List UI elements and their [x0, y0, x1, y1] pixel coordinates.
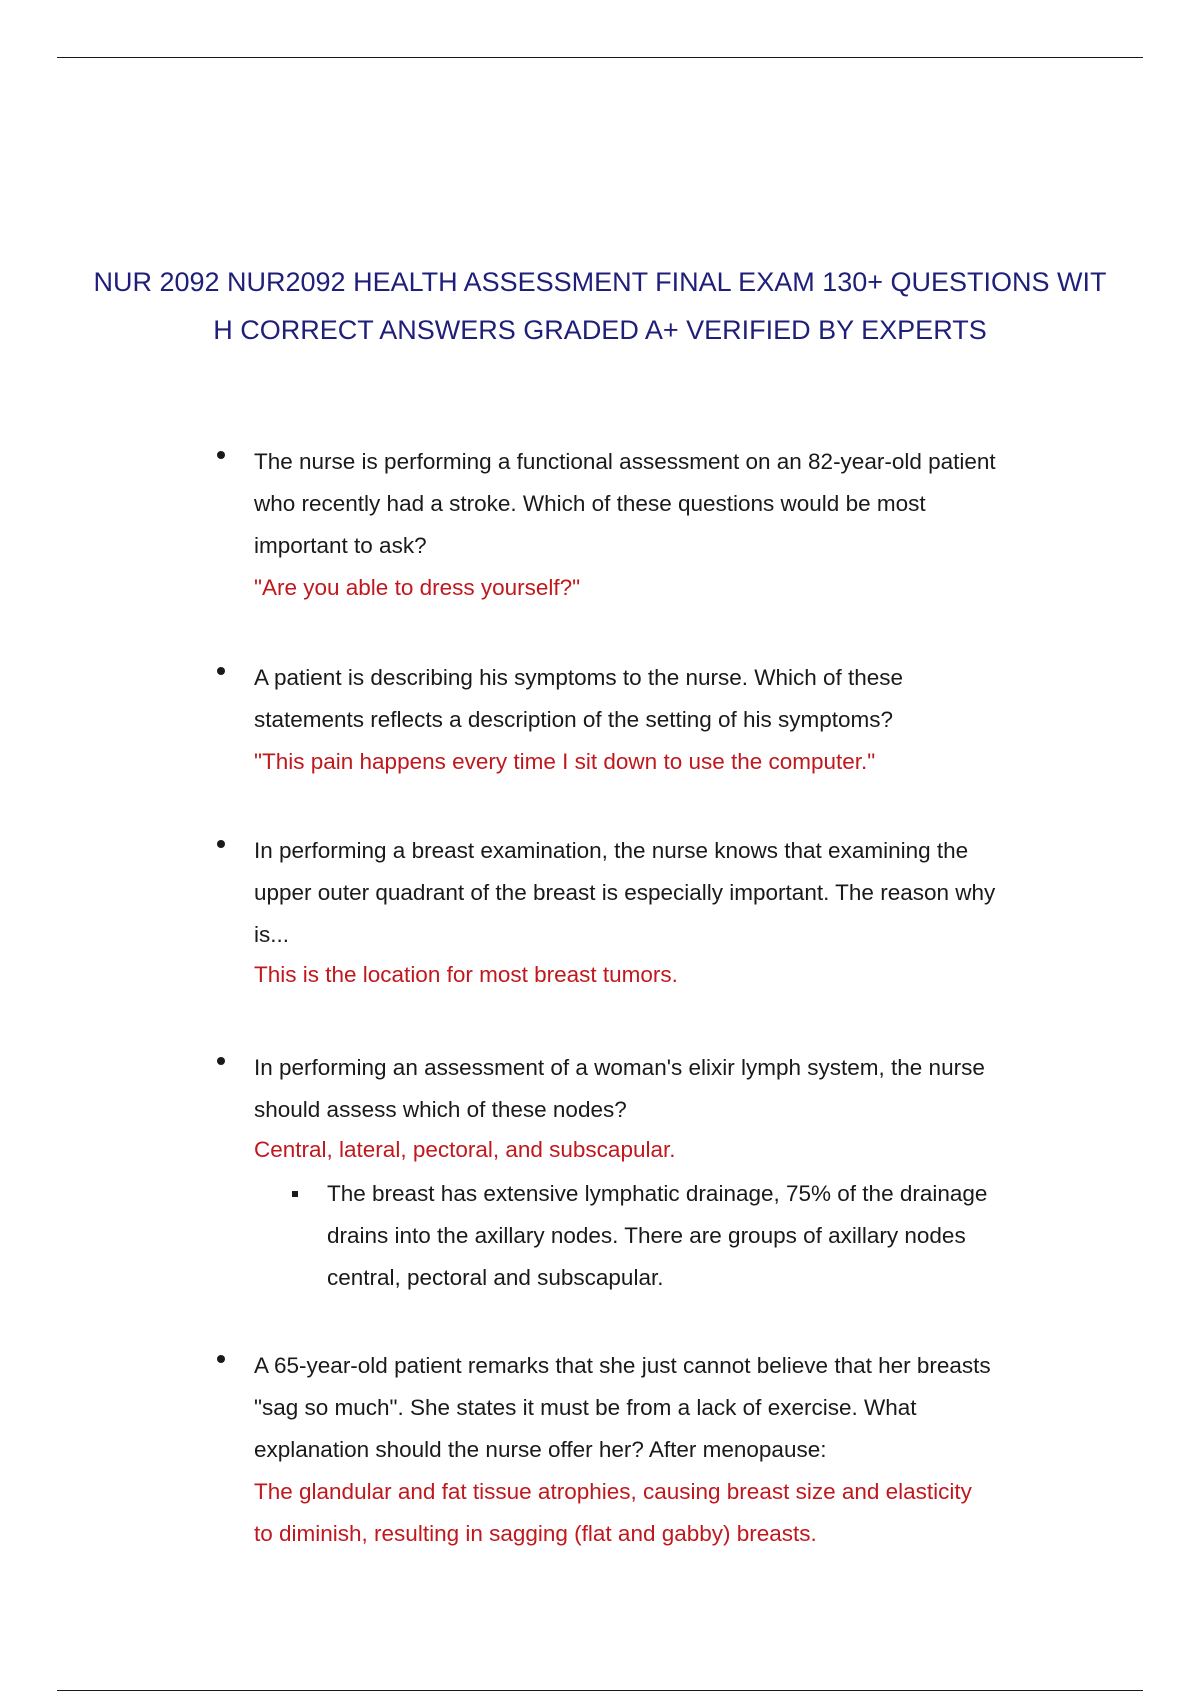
- question-text: [254, 1047, 1084, 1131]
- question-line: who recently had a stroke. Which of these questions would be most: [254, 491, 926, 516]
- square-bullet-icon: [292, 1191, 298, 1197]
- answer-line: "Are you able to dress yourself?": [254, 575, 581, 600]
- note-line: drains into the axillary nodes. There are groups of axillary nodes: [327, 1223, 966, 1248]
- answer-line: to diminish, resulting in sagging (flat and gabby) breasts.: [254, 1521, 817, 1546]
- bullet-icon: [217, 1355, 225, 1363]
- question-line: should assess which of these nodes?: [254, 1097, 627, 1122]
- bullet-icon: [217, 840, 225, 848]
- question-text: [254, 441, 1084, 567]
- answer-line: "This pain happens every time I sit down to use the computer.": [254, 749, 876, 774]
- note-line: The breast has extensive lymphatic drainage, 75% of the drainage: [327, 1181, 988, 1206]
- answer-text: [254, 567, 1084, 609]
- question-line: important to ask?: [254, 533, 427, 558]
- answer-text: [254, 1471, 1084, 1555]
- question-line: In performing an assessment of a woman's elixir lymph system, the nurse: [254, 1055, 985, 1080]
- question-text: [254, 1345, 1084, 1471]
- title-line: H CORRECT ANSWERS GRADED A+ VERIFIED BY EXPERTS: [213, 315, 987, 345]
- question-line: "sag so much". She states it must be from a lack of exercise. What: [254, 1395, 917, 1420]
- question-text: [254, 830, 1084, 956]
- answer-line: The glandular and fat tissue atrophies, causing breast size and elasticity: [254, 1479, 972, 1504]
- bullet-icon: [217, 451, 225, 459]
- answer-line: This is the location for most breast tumors.: [254, 962, 678, 987]
- note-text: [327, 1173, 1087, 1299]
- bullet-icon: [217, 1057, 225, 1065]
- question-text: [254, 657, 1084, 741]
- question-line: upper outer quadrant of the breast is especially important. The reason why: [254, 880, 996, 905]
- question-line: explanation should the nurse offer her? After menopause:: [254, 1437, 827, 1462]
- title-line: NUR 2092 NUR2092 HEALTH ASSESSMENT FINAL EXAM 130+ QUESTIONS WIT: [93, 267, 1107, 297]
- answer-text: [254, 954, 1084, 996]
- note-line: central, pectoral and subscapular.: [327, 1265, 664, 1290]
- question-line: In performing a breast examination, the nurse knows that examining the: [254, 838, 969, 863]
- bullet-icon: [217, 667, 225, 675]
- answer-text: [254, 741, 1084, 783]
- question-line: The nurse is performing a functional assessment on an 82-year-old patient: [254, 449, 996, 474]
- document-title: [60, 258, 1140, 354]
- answer-text: [254, 1129, 1084, 1171]
- top-rule: [57, 57, 1143, 58]
- question-line: A patient is describing his symptoms to the nurse. Which of these: [254, 665, 904, 690]
- answer-line: Central, lateral, pectoral, and subscapular.: [254, 1137, 676, 1162]
- question-line: statements reflects a description of the setting of his symptoms?: [254, 707, 894, 732]
- question-line: is...: [254, 922, 290, 947]
- bottom-rule: [57, 1690, 1143, 1691]
- question-line: A 65-year-old patient remarks that she just cannot believe that her breasts: [254, 1353, 991, 1378]
